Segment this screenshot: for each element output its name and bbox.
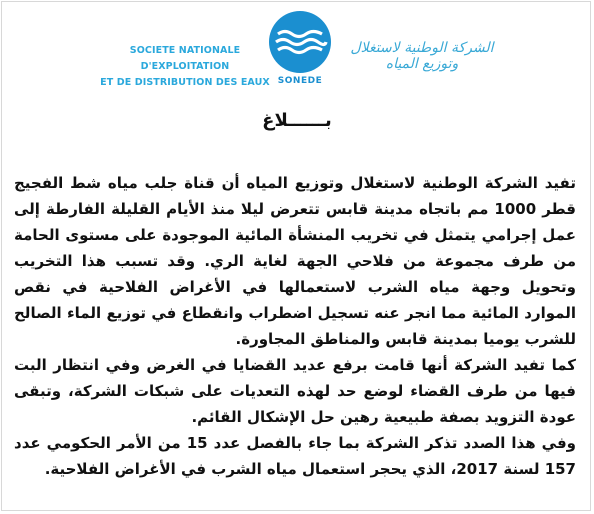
company-name-french-line1: SOCIETE NATIONALE D'EXPLOITATION [129, 45, 241, 72]
communique-body [14, 170, 576, 482]
company-name-french [100, 43, 270, 91]
company-name-french-line2: ET DE DISTRIBUTION DES EAUX [100, 77, 270, 88]
water-waves-logo-icon [268, 10, 332, 74]
paragraph-2: كما تفيد الشركة أنها قامت برفع عديد القضايا في الغرض وفي انتظار البت فيها من طرف القضاء لوضع حد لهذه التعديات على شبكات الشركة، وتبقى عودة التزويد بصفة طبيعية رهين حل الإشكال القائم. [14, 356, 576, 426]
sonede-logo [268, 10, 332, 96]
communique-title: بــــــلاغ [262, 110, 332, 131]
company-name-arabic: الشركة الوطنية لاستغلال وتوزيع المياه [350, 40, 494, 72]
paragraph-3: وفي هذا الصدد تذكر الشركة بما جاء بالفصل عدد 15 من الأمر الحكومي عدد 157 لسنة 2017، الذي يحجر استعمال مياه الشرب في الأغراض الفلاحية. [14, 434, 577, 478]
logo-text: SONEDE [277, 76, 323, 86]
paragraph-1: تفيد الشركة الوطنية لاستغلال وتوزيع المياه أن قناة جلب مياه شط الفجيج قطر 1000 مم باتجاه مدينة قابس تتعرض ليلا منذ الأيام القليلة الفارطة إلى عمل إجرامي يتمثل في تخريب المنشأة المائية الموجودة على مستوى الحامة من طرف مجموعة من فلاحي الجهة لغاية الري. وقد تسبب هذا التخريب وتحويل وجهة مياه الشرب لاستعمالها في الأغراض الفلاحية في نقص الموارد المائية مما انجر عنه تسجيل اضطراب وانقطاع في توزيع الماء الصالح للشرب يوميا بمدينة قابس والمناطق المجاورة. [14, 174, 576, 348]
